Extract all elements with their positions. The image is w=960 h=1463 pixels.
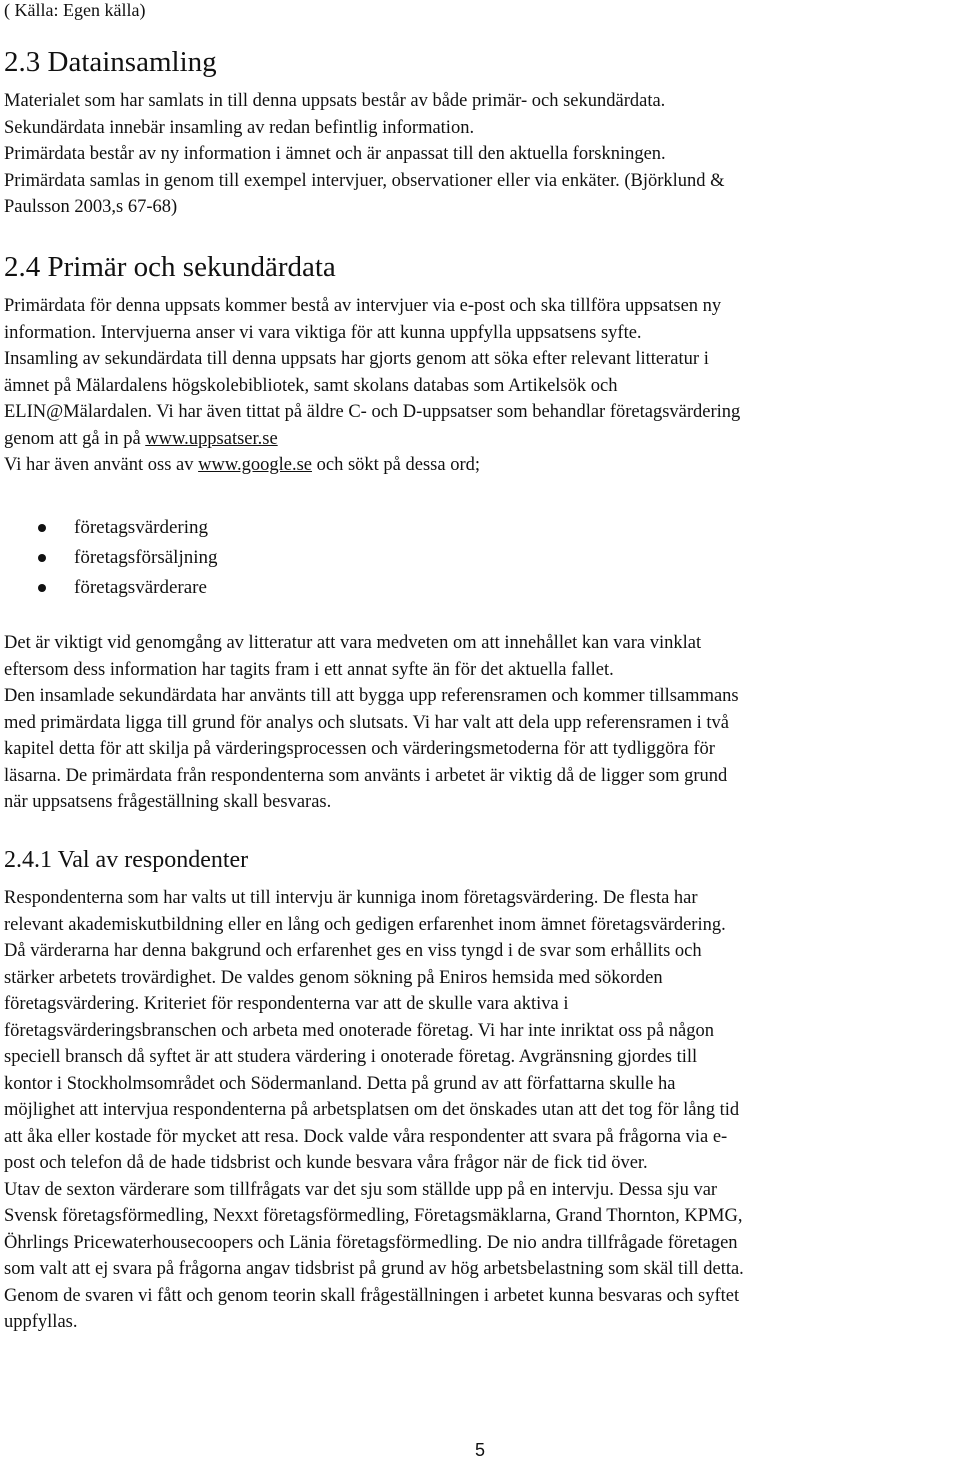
uppsatser-link[interactable]: www.uppsatser.se — [145, 428, 278, 449]
text-line: information. Intervjuerna anser vi vara viktiga för att kunna uppfylla uppsatsens syfte. — [4, 322, 642, 343]
bullet-icon — [38, 554, 46, 562]
text-line: Primärdata för denna uppsats kommer bestå av intervjuer via e-post och ska tillföra uppsatsen ny — [4, 296, 722, 316]
text-fragment: och sökt på dessa ord; — [312, 455, 481, 475]
text-line: som valt att ej svara på frågorna angav tidsbrist på grund av hög arbetsbelastning som skäl till detta. — [4, 1259, 744, 1279]
text-line: Respondenterna som har valts ut till intervju är kunniga inom företagsvärdering. De flesta har — [4, 888, 698, 908]
text-line: ämnet på Mälardalens högskolebibliotek, samt skolans databas som Artikelsök och — [4, 375, 618, 396]
text-line: företagsvärdering. Kriteriet för respondenterna var att de skulle vara aktiva i — [4, 994, 569, 1014]
list-item-label: företagsvärderare — [74, 577, 207, 598]
text-line — [4, 452, 956, 479]
text-fragment: Vi har även använt oss av — [4, 455, 199, 475]
text-line: kapitel detta för att skilja på värderingsprocessen och värderingsmetoderna för att tydliggöra för — [4, 739, 715, 759]
page-number: 5 — [474, 1440, 485, 1460]
search-terms-list — [0, 513, 218, 603]
text-line: Svensk företagsförmedling, Nexxt företagsförmedling, Företagsmäklarna, Grand Thornton, KPMG, — [4, 1206, 743, 1226]
text-line: när uppsatsens frågeställning skall besvaras. — [4, 792, 332, 812]
text-fragment: genom att gå in på — [4, 428, 146, 449]
text-line: Utav de sexton värderare som tillfrågats var det sju som ställde upp på en intervju. Dessa sju var — [4, 1179, 718, 1200]
list-item-label: företagsvärdering — [74, 517, 208, 538]
bullet-icon — [38, 524, 46, 532]
list-item — [0, 573, 218, 603]
list-item — [0, 513, 218, 543]
text-line: Sekundärdata innebär insamling av redan befintlig information. — [4, 117, 475, 138]
text-line: Primärdata består av ny information i ämnet och är anpassat till den aktuella forskningen. — [4, 144, 666, 164]
bullet-icon — [38, 584, 46, 592]
text-line: kontor i Stockholmsområdet och Södermanland. Detta på grund av att författarna skulle ha — [4, 1073, 676, 1094]
text-line: uppfyllas. — [4, 1312, 78, 1332]
text-line: Genom de svaren vi fått och genom teorin skall frågeställningen i arbetet kunna besvaras och syftet — [4, 1285, 740, 1306]
paragraph-respondenter — [4, 885, 956, 1336]
paragraph-primar-sekundar — [4, 293, 956, 479]
text-line: speciell bransch då syftet är att studera värdering i onoterade företag. Avgränsning gjordes till — [4, 1047, 698, 1067]
source-note: ( Källa: Egen källa) — [4, 0, 146, 20]
text-line: Det är viktigt vid genomgång av litteratur att vara medveten om att innehållet kan vara vinklat — [4, 633, 702, 653]
list-item-label: företagsförsäljning — [74, 547, 218, 568]
text-line: läsarna. De primärdata från respondenterna som använts i arbetet är viktig då de ligger som grund — [4, 765, 728, 786]
paragraph-litteratur — [4, 630, 956, 816]
text-line: Den insamlade sekundärdata har använts till att bygga upp referensramen och kommer tillsammans — [4, 686, 739, 706]
text-line: att åka eller kostade för mycket att resa. Dock valde våra respondenter att svara på frågorna via e- — [4, 1126, 728, 1147]
text-line — [4, 426, 956, 453]
paragraph-datainsamling — [4, 88, 956, 221]
list-item — [0, 543, 218, 573]
text-line: ELIN@Mälardalen. Vi har även tittat på äldre C- och D-uppsatser som behandlar företagsvärdering — [4, 402, 741, 422]
text-line: Materialet som har samlats in till denna uppsats består av både primär- och sekundärdata. — [4, 91, 666, 111]
text-line: post och telefon då de hade tidsbrist och kunde besvara våra frågor när de fick tid över. — [4, 1153, 648, 1173]
text-line: Paulsson 2003,s 67-68) — [4, 197, 178, 217]
text-line: Då värderarna har denna bakgrund och erfarenhet ges en viss tyngd i de svar som erhållits och — [4, 941, 702, 961]
text-line: Primärdata samlas in genom till exempel intervjuer, observationer eller via enkäter. (Björklund & — [4, 170, 725, 191]
heading-2-4-1: 2.4.1 Val av respondenter — [4, 847, 249, 873]
text-line: stärker arbetets trovärdighet. De valdes genom sökning på Eniros hemsida med sökorden — [4, 967, 663, 988]
text-line: möjlighet att intervjua respondenterna på arbetsplatsen om det önskades utan att det tog för lång tid — [4, 1100, 740, 1120]
text-line: företagsvärderingsbranschen och arbeta med onoterade företag. Vi har inte inriktat oss på någon — [4, 1020, 715, 1041]
text-line: relevant akademiskutbildning eller en lång och gedigen erfarenhet inom ämnet företagsvärdering. — [4, 914, 726, 935]
google-link[interactable]: www.google.se — [198, 455, 312, 475]
heading-2-3: 2.3 Datainsamling — [4, 46, 217, 78]
text-line: eftersom dess information har tagits fram i ett annat syfte än för det aktuella fallet. — [4, 659, 614, 680]
text-line: Öhrlings Pricewaterhousecoopers och Länia företagsförmedling. De nio andra tillfrågade företagen — [4, 1232, 738, 1253]
heading-2-4: 2.4 Primär och sekundärdata — [4, 251, 336, 283]
text-line: med primärdata ligga till grund för analys och slutsats. Vi har valt att dela upp referensramen i två — [4, 712, 729, 733]
text-line: Insamling av sekundärdata till denna uppsats har gjorts genom att söka efter relevant litteratur i — [4, 349, 709, 369]
